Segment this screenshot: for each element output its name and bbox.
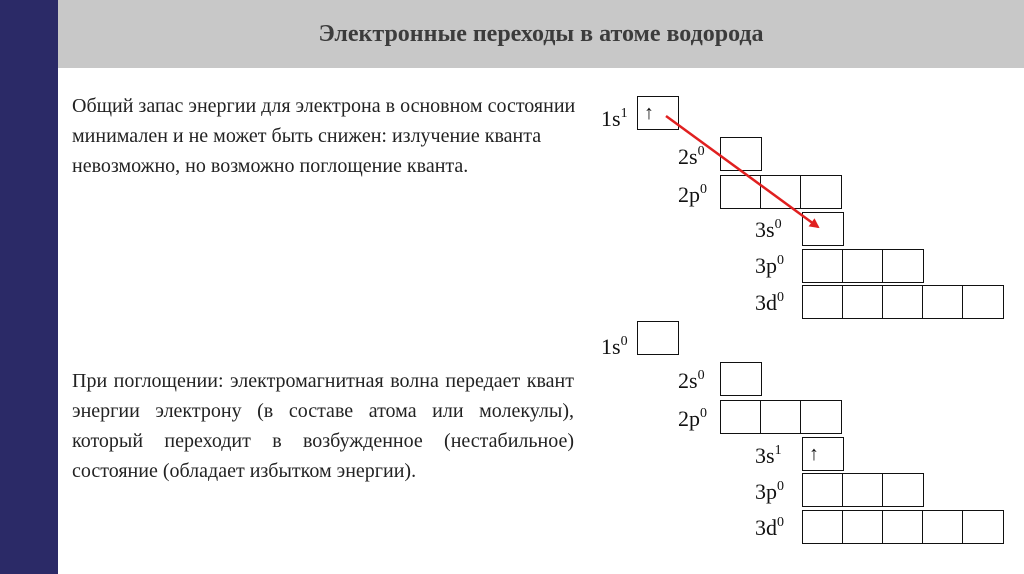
orbital-cell: ↑ — [644, 102, 654, 124]
orbital-label-2p-bottom: $2p^0$ — [678, 406, 707, 431]
orbital-label-2s-bottom: $2s^0$ — [678, 368, 705, 393]
orbital-label-1s-top: $1s^1$ — [601, 106, 628, 131]
orbital-cell: ↑ — [809, 443, 819, 465]
orbital-label-3p-bottom: $3p^0$ — [755, 479, 784, 504]
orbital-label-2s-top: $2s^0$ — [678, 144, 705, 169]
paragraph-ground-state: Общий запас энергии для электрона в основном состоянии минимален и не может быть снижен: излучение кванта невозможно, но возможно поглощение кванта. — [72, 95, 576, 177]
orbital-label-3s-top: $3s^0$ — [755, 217, 782, 242]
orbital-label-3s-bottom: $3s^1$ — [755, 443, 782, 468]
orbital-label-1s-bottom: $1s^0$ — [601, 334, 628, 359]
orbital-label-2p-top: $2p^0$ — [678, 182, 707, 207]
orbital-label-3d-top: $3d^0$ — [755, 290, 784, 315]
slide-title: Электронные переходы в атоме водорода — [318, 21, 764, 47]
orbital-label-3d-bottom: $3d^0$ — [755, 515, 784, 540]
paragraph-absorption: При поглощении: электромагнитная волна передает квант энергии электрону (в составе атома или молекулы), который переходит в возбужденное (нестабильное) состояние (обладает избытком энергии). — [72, 370, 574, 482]
orbital-label-3p-top: $3p^0$ — [755, 253, 784, 278]
